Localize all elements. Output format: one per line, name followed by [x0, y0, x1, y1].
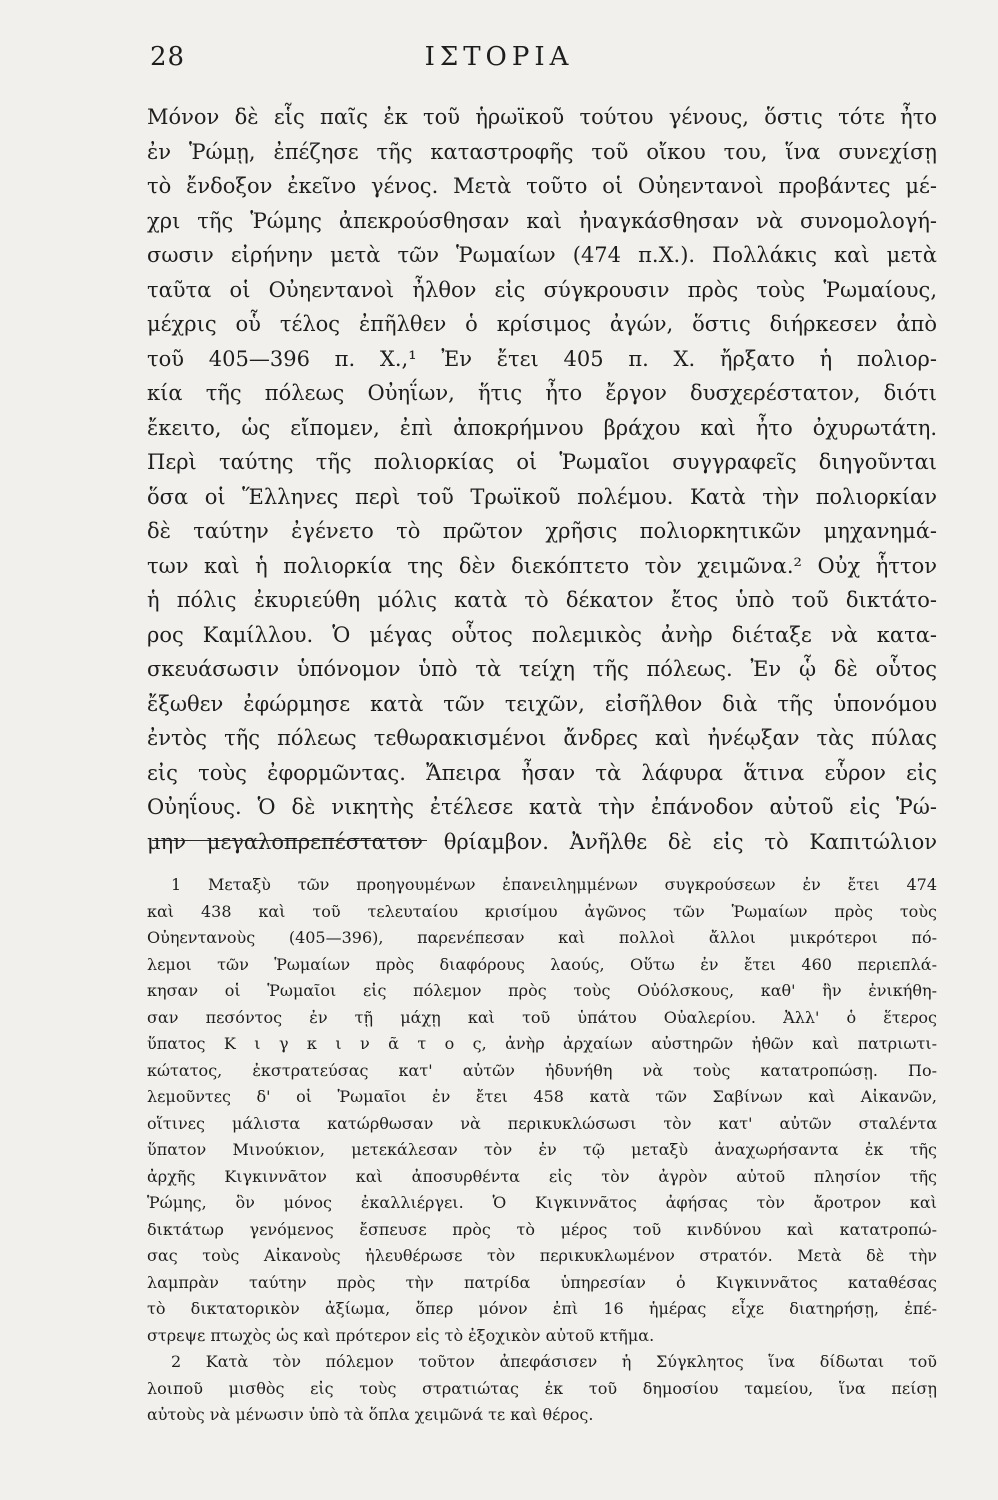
footnote-line: ὕπατος Κ ι γ κ ι ν ᾶ τ ο ς, ἀνὴρ ἀρχαίων αὐστηρῶν ἠθῶν καὶ πατριωτι- [147, 1034, 937, 1053]
text-line: τὸ ἔνδοξον ἐκεῖνο γένος. Μετὰ τοῦτο οἱ Οὐηεντανοὶ προβάντες μέ- [147, 174, 937, 198]
footnote-line: κώτατος, ἐκστρατεύσας κατ' αὐτῶν ἠδυνήθη νὰ τοὺς κατατροπώσῃ. Πο- [147, 1060, 937, 1080]
text-line: εἰς τοὺς ἐφορμῶντας. Ἄπειρα ἦσαν τὰ λάφυρα ἅτινα εὗρον εἰς [147, 760, 937, 785]
footnote-line: σας τοὺς Αἰκανοὺς ἠλευθέρωσε τὸν περικυκλωμένον στρατόν. Μετὰ δὲ τὴν [147, 1246, 937, 1265]
footnote-line: ὕπατον Μινούκιον, μετεκάλεσαν τὸν ἐν τῷ μεταξὺ ἀναχωρήσαντα ἐκ τῆς [147, 1140, 937, 1159]
text-line: ταῦτα οἱ Οὐηεντανοὶ ἦλθον εἰς σύγκρουσιν πρὸς τοὺς Ῥωμαίους, [147, 277, 937, 302]
footnote-line: στρεψε πτωχὸς ὡς καὶ πρότερον εἰς τὸ ἐξοχικὸν αὐτοῦ κτῆμα. [147, 1325, 655, 1345]
footnote-line: καὶ 438 καὶ τοῦ τελευταίου κρισίμου ἀγῶνος τῶν Ῥωμαίων πρὸς τοὺς [147, 901, 937, 921]
footnote-line: λεμοι τῶν Ῥωμαίων πρὸς διαφόρους λαούς, Οὕτω ἐν ἔτει 460 περιεπλά- [147, 954, 937, 974]
text-line: χρι τῆς Ῥώμης ἀπεκρούσθησαν καὶ ἠναγκάσθησαν νὰ συνομολογή- [147, 208, 937, 233]
footnote-line: σαν πεσόντος ἐν τῇ μάχῃ καὶ τοῦ ὑπάτου Οὐαλερίου. Ἀλλ' ὁ ἕτερος [147, 1007, 937, 1027]
text-line: ἔξωθεν ἐφώρμησε κατὰ τῶν τειχῶν, εἰσῆλθον διὰ τῆς ὑπονόμου [147, 691, 937, 716]
text-line: μέχρις οὗ τέλος ἐπῆλθεν ὁ κρίσιμος ἀγών, ὅστις διήρκεσεν ἀπὸ [147, 312, 937, 336]
text-line: ὅσα οἱ Ἕλληνες περὶ τοῦ Τρωϊκοῦ πολέμου. Κατὰ τὴν πολιορκίαν [147, 484, 937, 509]
text-line: σκευάσωσιν ὑπόνομον ὑπὸ τὰ τείχη τῆς πόλεως. Ἐν ᾧ δὲ οὗτος [147, 657, 937, 681]
text-line: κία τῆς πόλεως Οὐηΐων, ἥτις ἦτο ἔργον δυσχερέστατον, διότι [147, 381, 937, 405]
footnote-line: 2 Κατὰ τὸν πόλεμον τοῦτον ἀπεφάσισεν ἡ Σύγκλητος ἵνα δίδωται τοῦ [171, 1352, 937, 1371]
running-head-title: ΙΣΤΟΡΙΑ [424, 42, 574, 72]
text-line: ἐν Ῥώμῃ, ἐπέζησε τῆς καταστροφῆς τοῦ οἴκου του, ἵνα συνεχίσῃ [147, 139, 937, 164]
footnotes [147, 872, 937, 1429]
page-number: 28 [150, 42, 186, 72]
text-line: ἐντὸς τῆς πόλεως τεθωρακισμένοι ἄνδρες καὶ ἠνέῳξαν τὰς πύλας [147, 726, 937, 750]
footnote-line: δικτάτωρ γενόμενος ἔσπευσε πρὸς τὸ μέρος τοῦ κινδύνου καὶ κατατροπώ- [147, 1219, 937, 1239]
text-line: Μόνον δὲ εἷς παῖς ἐκ τοῦ ἡρωϊκοῦ τούτου γένους, ὅστις τότε ἦτο [147, 105, 937, 129]
main-text [147, 100, 937, 859]
footnote-line: κησαν οἱ Ῥωμαῖοι εἰς πόλεμον πρὸς τοὺς Οὐόλσκους, καθ' ἣν ἐνικήθη- [147, 981, 937, 1000]
text-line: Περὶ ταύτης τῆς πολιορκίας οἱ Ῥωμαῖοι συγγραφεῖς διηγοῦνται [147, 450, 937, 474]
footnote-line: λαμπρὰν ταύτην πρὸς τὴν πατρίδα ὑπηρεσίαν ὁ Κιγκιννᾶτος καταθέσας [147, 1272, 937, 1292]
text-line: ρος Καμίλλου. Ὁ μέγας οὗτος πολεμικὸς ἀνὴρ διέταξε νὰ κατα- [147, 622, 937, 647]
text-line: τοῦ 405—396 π. Χ.,¹ Ἐν ἔτει 405 π. Χ. ἤρξατο ἡ πολιορ- [147, 346, 937, 371]
text-line: ἔκειτο, ὡς εἴπομεν, ἐπὶ ἀποκρήμνου βράχου καὶ ἦτο ὀχυρωτάτη. [147, 415, 937, 440]
text-line: δὲ ταύτην ἐγένετο τὸ πρῶτον χρῆσις πολιορκητικῶν μηχανημά- [147, 519, 937, 543]
text-line: των καὶ ἡ πολιορκία της δὲν διεκόπτετο τὸν χειμῶνα.² Οὐχ ἧττον [147, 553, 937, 578]
footnote-line: λοιποῦ μισθὸς εἰς τοὺς στρατιώτας ἐκ τοῦ δημοσίου ταμείου, ἵνα πείσῃ [147, 1378, 937, 1398]
footnote-separator [152, 840, 427, 841]
text-line: ἡ πόλις ἐκυριεύθη μόλις κατὰ τὸ δέκατον ἔτος ὑπὸ τοῦ δικτάτο- [147, 588, 937, 612]
footnote-line: 1 Μεταξὺ τῶν προηγουμένων ἐπανειλημμένων συγκρούσεων ἐν ἔτει 474 [171, 875, 937, 894]
footnote-line: αὐτοὺς νὰ μένωσιν ὑπὸ τὰ ὅπλα χειμῶνά τε καὶ θέρος. [147, 1405, 594, 1424]
text-line: σωσιν εἰρήνην μετὰ τῶν Ῥωμαίων (474 π.Χ.). Πολλάκις καὶ μετὰ [147, 243, 937, 267]
text-line: μην μεγαλοπρεπέστατον θρίαμβον. Ἀνῆλθε δὲ εἰς τὸ Καπιτώλιον [147, 829, 937, 854]
footnote-line: ἀρχῆς Κιγκιννᾶτον καὶ ἀποσυρθέντα εἰς τὸν ἀγρὸν αὐτοῦ πλησίον τῆς [147, 1166, 937, 1186]
footnote-line: τὸ δικτατορικὸν ἀξίωμα, ὅπερ μόνον ἐπὶ 16 ἡμέρας εἶχε διατηρήσῃ, ἐπέ- [147, 1299, 937, 1318]
footnote-line: λεμοῦντες δ' οἱ Ῥωμαῖοι ἐν ἔτει 458 κατὰ τῶν Σαβίνων καὶ Αἰκανῶν, [147, 1087, 937, 1106]
footnote-line: οἵτινες μάλιστα κατώρθωσαν νὰ περικυκλώσωσι τὸν κατ' αὐτῶν σταλέντα [147, 1113, 937, 1133]
text-line: Οὐηΐους. Ὁ δὲ νικητὴς ἐτέλεσε κατὰ τὴν ἐπάνοδον αὐτοῦ εἰς Ῥώ- [147, 795, 937, 819]
footnote-line: Ῥώμης, ὃν μόνος ἐκαλλιέργει. Ὁ Κιγκιννᾶτος ἀφήσας τὸν ἄροτρον καὶ [147, 1193, 937, 1212]
footnote-line: Οὐηεντανοὺς (405—396), παρενέπεσαν καὶ πολλοὶ ἄλλοι μικρότεροι πό- [147, 928, 937, 947]
